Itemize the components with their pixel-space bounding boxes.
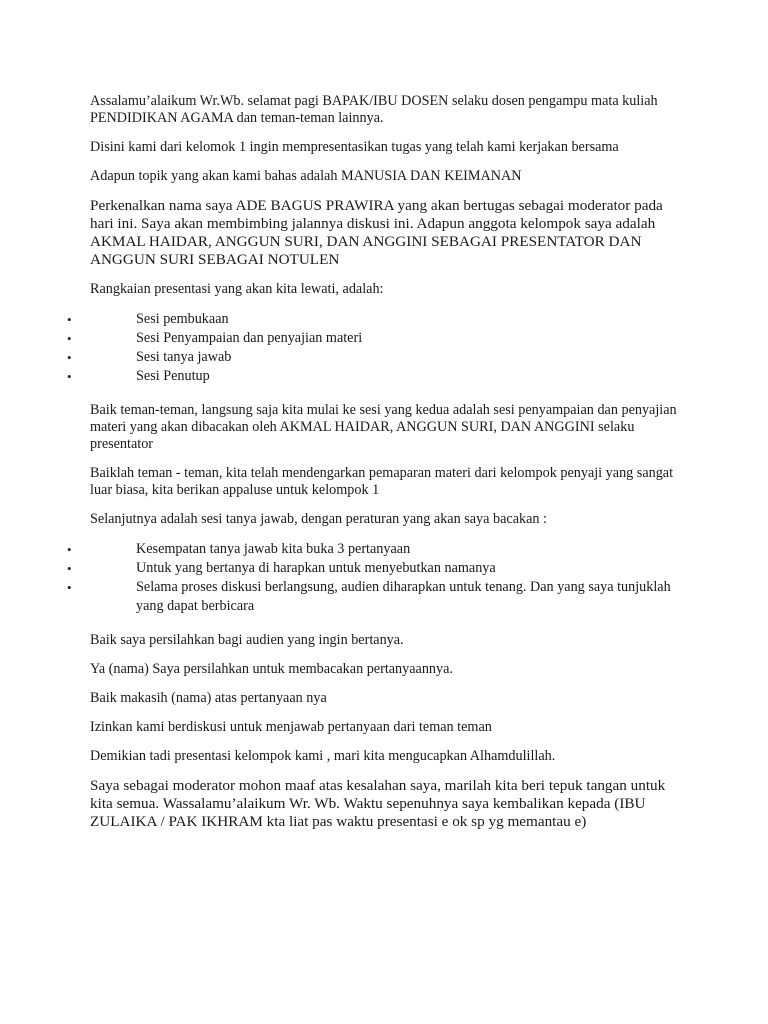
rules-list (67, 540, 678, 616)
thanks-paragraph: Baik makasih (nama) atas pertanyaan nya (90, 690, 327, 706)
discussion-paragraph: Izinkan kami berdiskusi untuk menjawab pertanyaan dari teman teman (90, 719, 492, 735)
list-item-text: Untuk yang bertanya di harapkan untuk menyebutkan namanya (136, 560, 496, 576)
list-item-text: Kesempatan tanya jawab kita buka 3 pertanyaan (136, 541, 411, 557)
bullet-icon: • (67, 542, 72, 557)
list-item-text: Sesi pembukaan (136, 311, 229, 327)
list-item (67, 578, 678, 616)
session-list (67, 310, 678, 386)
agenda-lead-paragraph: Rangkaian presentasi yang akan kita lewati, adalah: (90, 281, 384, 297)
farewell-paragraph: Saya sebagai moderator mohon maaf atas kesalahan saya, marilah kita beri tepuk tangan untuk kita semua. Wassalamu’alaikum Wr. Wb. Waktu sepenuhnya saya kembalikan kepada (IBU ZULAIKA / PAK IKHRAM kta liat pas waktu presentasi e ok sp yg memantau e) (90, 777, 666, 830)
bullet-icon: • (67, 312, 72, 327)
list-item (67, 348, 678, 367)
list-item (67, 310, 678, 329)
closing-paragraph: Demikian tadi presentasi kelompok kami , mari kita mengucapkan Alhamdulillah. (90, 748, 556, 764)
list-item (67, 540, 678, 559)
presentation-paragraph: Baik teman-teman, langsung saja kita mulai ke sesi yang kedua adalah sesi penyampaian dan penyajian materi yang akan dibacakan oleh AKMAL HAIDAR, ANGGUN SURI, DAN ANGGINI selaku presentator (90, 402, 677, 452)
applause-paragraph: Baiklah teman - teman, kita telah mendengarkan pemaparan materi dari kelompok penyaji yang sangat luar biasa, kita berikan appaluse untuk kelompok 1 (90, 465, 674, 498)
bullet-icon: • (67, 369, 72, 384)
moderator-intro-paragraph: Perkenalkan nama saya ADE BAGUS PRAWIRA yang akan bertugas sebagai moderator pada hari ini. Saya akan membimbing jalannya diskusi ini. Adapun anggota kelompok saya adalah AKMAL HAIDAR, ANGGUN SURI, DAN ANGGINI SEBAGAI PRESENTATOR DAN ANGGUN SURI SEBAGAI NOTULEN (90, 197, 663, 268)
list-item (67, 559, 678, 578)
bullet-icon: • (67, 331, 72, 346)
list-item-text: Sesi tanya jawab (136, 349, 232, 365)
invite-questions-paragraph: Baik saya persilahkan bagi audien yang ingin bertanya. (90, 632, 404, 648)
list-item-text: Sesi Penutup (136, 368, 210, 384)
list-item-text: Sesi Penyampaian dan penyajian materi (136, 330, 363, 346)
read-question-paragraph: Ya (nama) Saya persilahkan untuk membacakan pertanyaannya. (90, 661, 453, 677)
list-item-text: Selama proses diskusi berlangsung, audien diharapkan untuk tenang. Dan yang saya tunjuklah yang dapat berbicara (136, 579, 671, 614)
intro-paragraph: Disini kami dari kelomok 1 ingin mempresentasikan tugas yang telah kami kerjakan bersama (90, 139, 619, 155)
topic-paragraph: Adapun topik yang akan kami bahas adalah MANUSIA DAN KEIMANAN (90, 168, 522, 184)
list-item (67, 329, 678, 348)
qa-lead-paragraph: Selanjutnya adalah sesi tanya jawab, dengan peraturan yang akan saya bacakan : (90, 511, 547, 527)
list-item (67, 367, 678, 386)
bullet-icon: • (67, 561, 72, 576)
bullet-icon: • (67, 350, 72, 365)
bullet-icon: • (67, 580, 72, 595)
greeting-paragraph: Assalamu’alaikum Wr.Wb. selamat pagi BAPAK/IBU DOSEN selaku dosen pengampu mata kuliah PENDIDIKAN AGAMA dan teman-teman lainnya. (90, 93, 658, 126)
